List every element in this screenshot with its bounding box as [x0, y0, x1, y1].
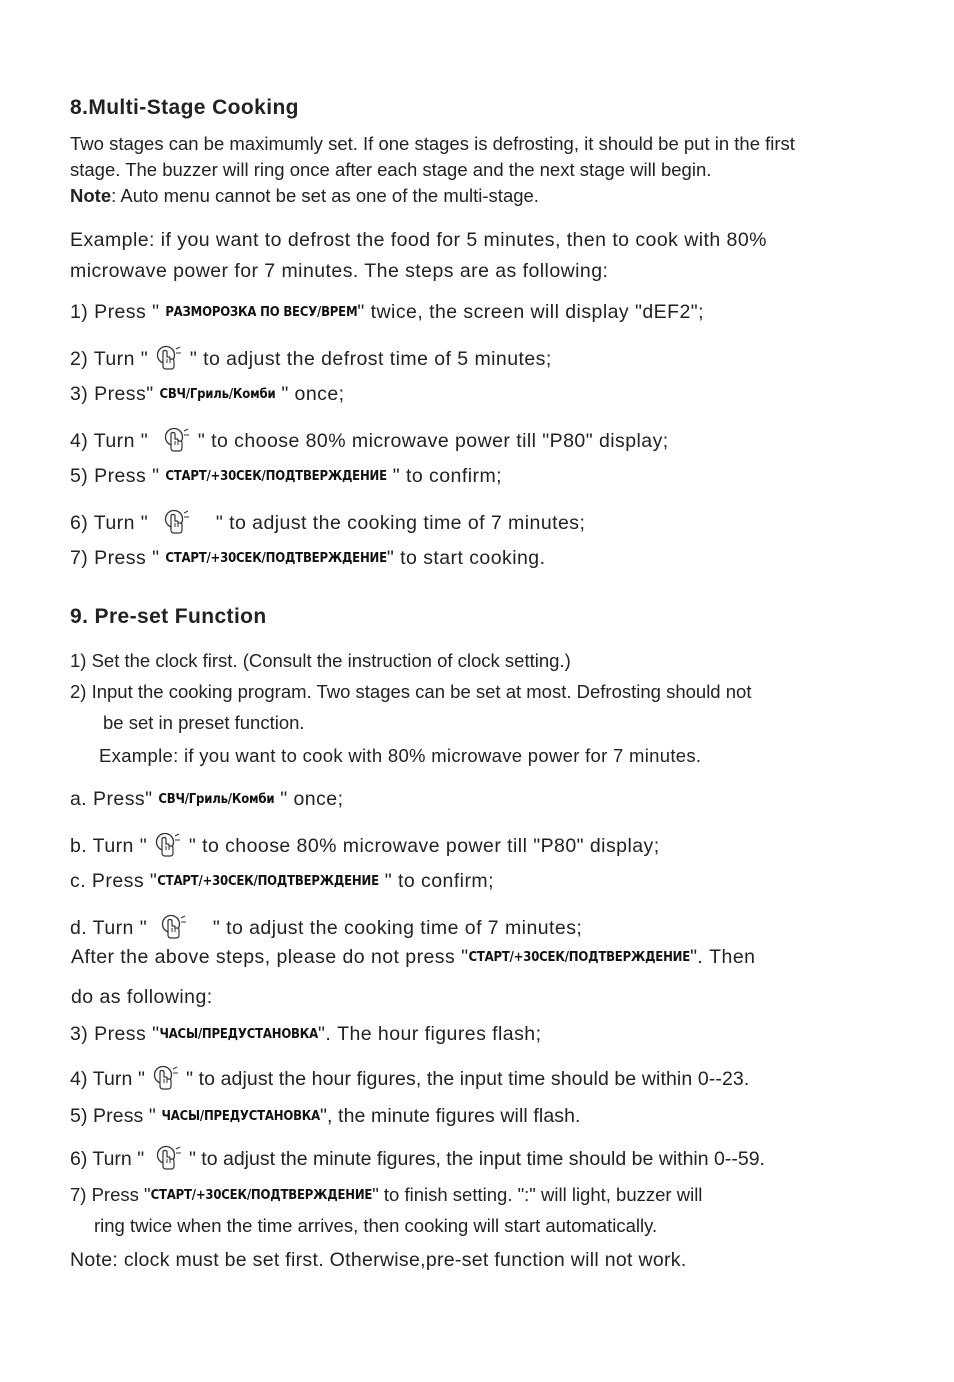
s9-step-6: [70, 1144, 765, 1174]
step-text: " twice, the screen will display "dEF2";: [357, 301, 704, 323]
step-text: 4) Turn ": [70, 1068, 151, 1090]
section-9-title: 9. Pre-set Function: [70, 605, 267, 628]
s8-step-1: [70, 303, 704, 323]
step-text: " to choose 80% microwave power till "P80" display;: [182, 835, 660, 857]
s9-step-c: [70, 872, 494, 892]
s9-item-1: 1) Set the clock first. (Consult the instruction of clock setting.): [70, 650, 571, 671]
step-text: " once;: [274, 788, 344, 810]
start-confirm-button-label: СТАРТ/+30СЕК/ПОДТВЕРЖДЕНИЕ: [150, 1188, 373, 1203]
microwave-grill-combi-button-label: СВЧ/Гриль/Комби: [159, 387, 276, 402]
step-text: " once;: [275, 383, 345, 405]
step-text: " to confirm;: [378, 870, 494, 892]
step-text: 6) Turn ": [70, 1148, 150, 1170]
step-text: c. Press ": [70, 870, 158, 892]
s9-item-2-line1: 2) Input the cooking program. Two stages can be set at most. Defrosting should not: [70, 681, 752, 702]
step-text: 2) Turn ": [70, 348, 155, 370]
step-text: 7) Press ": [70, 1184, 151, 1205]
knob-icon: [159, 913, 189, 943]
step-text: " to adjust the defrost time of 5 minutes;: [184, 348, 552, 370]
s9-after-line1: [71, 948, 755, 968]
defrost-weight-time-button-label: РАЗМОРОЗКА ПО ВЕСУ/ВРЕМ: [165, 305, 358, 320]
s9-step-d: [70, 913, 582, 943]
s8-step-6: [70, 508, 585, 538]
step-text: ". Then: [690, 946, 756, 968]
s8-step-7: [70, 549, 545, 569]
section-8-title: 8.Multi-Stage Cooking: [70, 96, 299, 119]
step-text: 7) Press ": [70, 547, 166, 569]
step-text: " to choose 80% microwave power till "P80" display;: [192, 430, 669, 452]
s9-step-a: [70, 790, 343, 810]
knob-icon: [154, 1144, 184, 1174]
s8-step-4: [70, 426, 669, 456]
note-label: Note: [70, 185, 112, 206]
section-8-example-line2: microwave power for 7 minutes. The steps are as following:: [70, 260, 609, 282]
s9-step-7: [70, 1186, 702, 1205]
step-text: ". The hour figures flash;: [317, 1023, 542, 1045]
clock-preset-button-label: ЧАСЫ/ПРЕДУСТАНОВКА: [161, 1109, 320, 1124]
step-text: 5) Press ": [70, 1105, 162, 1127]
s9-step-3: [70, 1025, 541, 1045]
start-confirm-button-label: СТАРТ/+30СЕК/ПОДТВЕРЖДЕНИЕ: [165, 551, 387, 566]
step-text: b. Turn ": [70, 835, 153, 857]
step-text: " to start cooking.: [386, 547, 546, 569]
step-text: d. Turn ": [70, 917, 153, 939]
step-text: 3) Press": [70, 383, 160, 405]
clock-preset-button-label: ЧАСЫ/ПРЕДУСТАНОВКА: [159, 1027, 318, 1042]
s9-after-line2: do as following:: [71, 986, 213, 1008]
s9-example: Example: if you want to cook with 80% microwave power for 7 minutes.: [99, 745, 702, 766]
s9-item-2-line2: be set in preset function.: [103, 712, 305, 733]
s8-step-2: [70, 344, 552, 374]
s9-step-b: [70, 831, 660, 861]
microwave-grill-combi-button-label: СВЧ/Гриль/Комби: [158, 792, 275, 807]
section-8-example-line1: Example: if you want to defrost the food for 5 minutes, then to cook with 80%: [70, 229, 767, 251]
knob-icon: [162, 426, 192, 456]
section-8-intro-line1: Two stages can be maximumly set. If one stages is defrosting, it should be put in the first: [70, 133, 795, 154]
final-note: Note: clock must be set first. Otherwise,pre-set function will not work.: [70, 1249, 687, 1271]
section-8-intro-line2: stage. The buzzer will ring once after each stage and the next stage will begin.: [70, 159, 712, 180]
step-text: ", the minute figures will flash.: [320, 1105, 581, 1127]
step-text: " to adjust the minute figures, the input time should be within 0--59.: [183, 1148, 765, 1170]
step-text: 6) Turn ": [70, 512, 155, 534]
note-text: : Auto menu cannot be set as one of the multi-stage.: [111, 185, 539, 206]
step-text: 5) Press ": [70, 465, 166, 487]
s8-step-3: [70, 385, 345, 405]
s8-step-5: [70, 467, 502, 487]
knob-icon: [154, 344, 184, 374]
start-confirm-button-label: СТАРТ/+30СЕК/ПОДТВЕРЖДЕНИЕ: [468, 950, 691, 965]
step-text: " to adjust the hour figures, the input time should be within 0--23.: [180, 1068, 750, 1090]
start-confirm-button-label: СТАРТ/+30СЕК/ПОДТВЕРЖДЕНИЕ: [165, 469, 387, 484]
knob-icon: [153, 831, 183, 861]
s9-step-5: [70, 1107, 581, 1127]
knob-icon: [162, 508, 192, 538]
step-text: " to finish setting. ":" will light, buzzer will: [372, 1184, 703, 1205]
step-text: 1) Press ": [70, 301, 166, 323]
step-text: After the above steps, please do not press ": [71, 946, 469, 968]
knob-icon: [151, 1064, 181, 1094]
step-text: a. Press": [70, 788, 159, 810]
step-text: " to adjust the cooking time of 7 minutes;: [210, 512, 586, 534]
s9-step-4: [70, 1064, 749, 1094]
section-8-note: [70, 187, 539, 206]
step-text: " to adjust the cooking time of 7 minutes;: [206, 917, 583, 939]
start-confirm-button-label: СТАРТ/+30СЕК/ПОДТВЕРЖДЕНИЕ: [157, 874, 379, 889]
step-text: 4) Turn ": [70, 430, 155, 452]
step-text: " to confirm;: [386, 465, 503, 487]
step-text: 3) Press ": [70, 1023, 160, 1045]
s9-step-7-line2: ring twice when the time arrives, then cooking will start automatically.: [94, 1215, 658, 1236]
